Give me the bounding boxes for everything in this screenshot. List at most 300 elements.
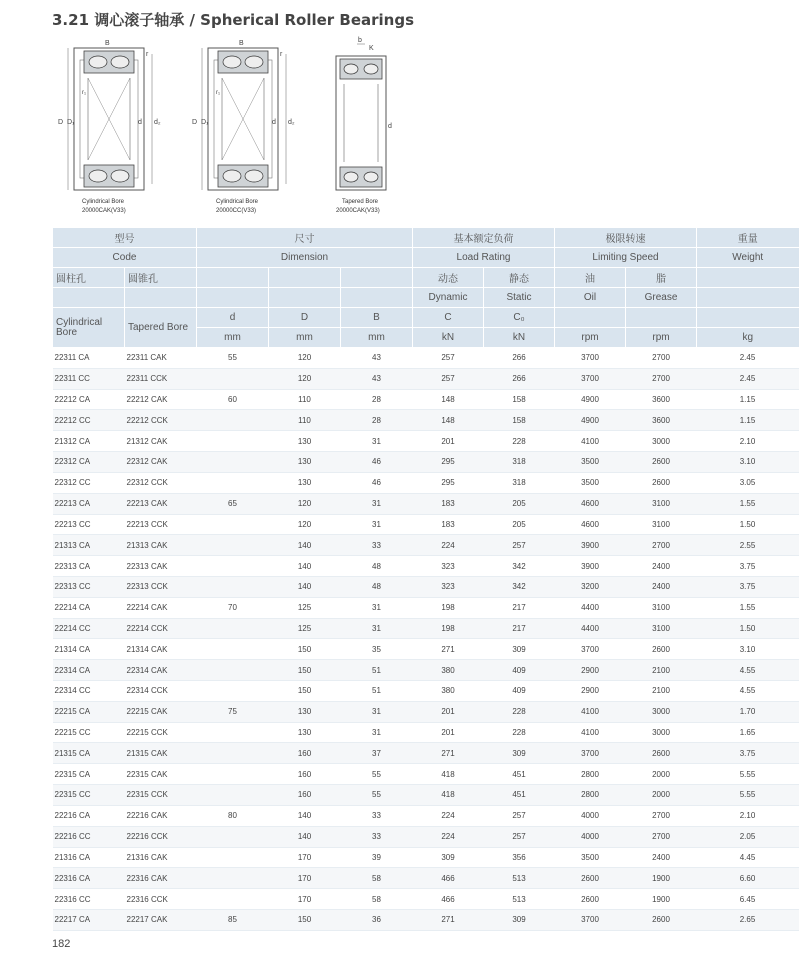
table-cell: 266 xyxy=(484,368,555,389)
table-cell: 22217 CAK xyxy=(125,909,197,930)
table-cell: 2.45 xyxy=(697,348,799,369)
table-row xyxy=(53,743,799,764)
table-cell: 1.50 xyxy=(697,618,799,639)
table-cell: 3600 xyxy=(626,410,697,431)
table-cell: 130 xyxy=(269,472,341,493)
table-cell: 4100 xyxy=(555,431,626,452)
header-dimension-en: Dimension xyxy=(197,248,413,268)
table-cell: 3700 xyxy=(555,368,626,389)
table-cell: 22313 CAK xyxy=(125,556,197,577)
table-cell: 1.15 xyxy=(697,389,799,410)
table-cell: 6.60 xyxy=(697,868,799,889)
label-d: d xyxy=(388,123,392,130)
table-cell: 55 xyxy=(197,348,269,369)
table-cell: 31 xyxy=(341,701,413,722)
table-cell xyxy=(197,452,269,473)
table-row xyxy=(53,909,799,930)
label-B: B xyxy=(105,40,110,47)
table-cell: 2700 xyxy=(626,368,697,389)
table-cell xyxy=(197,535,269,556)
table-cell: 3.10 xyxy=(697,452,799,473)
label-r: r xyxy=(146,51,149,58)
table-cell: 28 xyxy=(341,389,413,410)
table-cell xyxy=(197,639,269,660)
table-cell: 3.10 xyxy=(697,639,799,660)
header-oil-en: Oil xyxy=(555,288,626,308)
table-cell: 451 xyxy=(484,785,555,806)
table-cell: 3100 xyxy=(626,618,697,639)
table-row xyxy=(53,348,799,369)
table-cell: 513 xyxy=(484,889,555,910)
header-cylindrical-cn: 圆柱孔 xyxy=(53,268,125,288)
table-cell: 271 xyxy=(413,743,484,764)
table-cell: 228 xyxy=(484,722,555,743)
table-row xyxy=(53,868,799,889)
table-cell: 75 xyxy=(197,701,269,722)
table-cell: 3.05 xyxy=(697,472,799,493)
table-cell: 70 xyxy=(197,597,269,618)
table-cell: 1.70 xyxy=(697,701,799,722)
table-cell: 22313 CCK xyxy=(125,576,197,597)
table-cell: 31 xyxy=(341,431,413,452)
table-cell: 271 xyxy=(413,909,484,930)
table-cell: 160 xyxy=(269,785,341,806)
table-cell: 22316 CCK xyxy=(125,889,197,910)
table-cell: 22216 CA xyxy=(53,805,125,826)
table-cell: 22212 CAK xyxy=(125,389,197,410)
table-cell: 55 xyxy=(341,764,413,785)
table-row xyxy=(53,389,799,410)
header-cylindrical-en: Cylindrical Bore xyxy=(53,308,125,348)
table-cell: 205 xyxy=(484,514,555,535)
table-cell: 28 xyxy=(341,410,413,431)
table-cell: 46 xyxy=(341,472,413,493)
table-cell: 43 xyxy=(341,368,413,389)
table-cell: 22214 CA xyxy=(53,597,125,618)
table-cell: 22312 CA xyxy=(53,452,125,473)
table-cell: 140 xyxy=(269,556,341,577)
table-cell: 2600 xyxy=(555,868,626,889)
table-row xyxy=(53,764,799,785)
header-dynamic-en: Dynamic xyxy=(413,288,484,308)
header-unit-D: mm xyxy=(269,328,341,348)
header-oil-cn: 油 xyxy=(555,268,626,288)
table-cell: 55 xyxy=(341,785,413,806)
table-cell: 148 xyxy=(413,410,484,431)
table-cell: 22212 CC xyxy=(53,410,125,431)
table-cell: 22313 CA xyxy=(53,556,125,577)
table-cell: 2700 xyxy=(626,805,697,826)
table-cell: 3100 xyxy=(626,514,697,535)
table-cell: 21314 CAK xyxy=(125,639,197,660)
table-cell: 130 xyxy=(269,431,341,452)
table-cell: 2100 xyxy=(626,660,697,681)
table-cell: 323 xyxy=(413,556,484,577)
table-cell: 21313 CAK xyxy=(125,535,197,556)
table-cell: 2100 xyxy=(626,681,697,702)
table-cell: 3200 xyxy=(555,576,626,597)
table-cell: 4.55 xyxy=(697,681,799,702)
table-cell: 228 xyxy=(484,701,555,722)
table-cell: 183 xyxy=(413,514,484,535)
table-cell: 140 xyxy=(269,576,341,597)
table-cell: 150 xyxy=(269,681,341,702)
table-cell: 22314 CA xyxy=(53,660,125,681)
table-row xyxy=(53,826,799,847)
table-row xyxy=(53,701,799,722)
table-cell: 295 xyxy=(413,452,484,473)
table-cell: 170 xyxy=(269,889,341,910)
table-cell: 4.55 xyxy=(697,660,799,681)
table-cell: 150 xyxy=(269,639,341,660)
table-cell: 60 xyxy=(197,389,269,410)
header-weight-cn: 重量 xyxy=(697,228,799,248)
table-cell: 2.10 xyxy=(697,805,799,826)
table-cell: 21312 CA xyxy=(53,431,125,452)
header-blank-grease3 xyxy=(626,308,697,328)
table-cell: 451 xyxy=(484,764,555,785)
header-grease-en: Grease xyxy=(626,288,697,308)
table-cell: 85 xyxy=(197,909,269,930)
table-cell: 22215 CCK xyxy=(125,722,197,743)
table-cell: 22216 CAK xyxy=(125,805,197,826)
table-cell: 22213 CAK xyxy=(125,493,197,514)
table-cell: 21314 CA xyxy=(53,639,125,660)
table-cell xyxy=(197,368,269,389)
label-r1: r₁ xyxy=(216,90,221,96)
table-cell: 466 xyxy=(413,889,484,910)
table-cell: 342 xyxy=(484,576,555,597)
table-cell: 48 xyxy=(341,556,413,577)
caption-1-line2: 20000CAK(V33) xyxy=(82,208,126,214)
table-row xyxy=(53,576,799,597)
table-cell: 51 xyxy=(341,681,413,702)
table-cell xyxy=(197,618,269,639)
label-r1: r₁ xyxy=(82,90,87,96)
caption-2-line1: Cylindrical Bore xyxy=(216,199,259,205)
table-cell: 22311 CA xyxy=(53,348,125,369)
table-cell: 120 xyxy=(269,514,341,535)
table-cell: 3600 xyxy=(626,389,697,410)
table-cell: 4900 xyxy=(555,389,626,410)
label-D: D xyxy=(58,119,64,126)
table-cell: 257 xyxy=(413,368,484,389)
table-cell: 80 xyxy=(197,805,269,826)
table-cell: 3500 xyxy=(555,472,626,493)
table-cell: 513 xyxy=(484,868,555,889)
table-cell: 6.45 xyxy=(697,889,799,910)
table-cell: 22212 CA xyxy=(53,389,125,410)
table-cell: 2700 xyxy=(626,348,697,369)
table-cell: 1.65 xyxy=(697,722,799,743)
table-cell: 2400 xyxy=(626,556,697,577)
table-cell: 2.05 xyxy=(697,826,799,847)
table-row xyxy=(53,660,799,681)
table-cell: 58 xyxy=(341,889,413,910)
table-row xyxy=(53,681,799,702)
table-cell: 2800 xyxy=(555,764,626,785)
table-cell: 110 xyxy=(269,389,341,410)
table-row xyxy=(53,472,799,493)
table-cell: 217 xyxy=(484,597,555,618)
table-cell xyxy=(197,472,269,493)
table-cell: 31 xyxy=(341,618,413,639)
table-row xyxy=(53,722,799,743)
table-cell: 224 xyxy=(413,535,484,556)
header-blank-B xyxy=(341,268,413,288)
table-cell: 3100 xyxy=(626,493,697,514)
table-cell: 2.45 xyxy=(697,368,799,389)
table-cell: 4.45 xyxy=(697,847,799,868)
table-cell: 3700 xyxy=(555,909,626,930)
table-cell xyxy=(197,785,269,806)
table-cell: 130 xyxy=(269,701,341,722)
table-cell: 4400 xyxy=(555,618,626,639)
table-cell: 110 xyxy=(269,410,341,431)
table-cell: 22315 CA xyxy=(53,764,125,785)
label-d: d xyxy=(272,119,276,126)
table-cell: 31 xyxy=(341,722,413,743)
table-cell: 1.50 xyxy=(697,514,799,535)
table-cell: 37 xyxy=(341,743,413,764)
table-cell xyxy=(197,826,269,847)
table-cell: 2900 xyxy=(555,660,626,681)
table-cell xyxy=(197,722,269,743)
table-cell: 3900 xyxy=(555,535,626,556)
table-cell: 3700 xyxy=(555,348,626,369)
table-row xyxy=(53,431,799,452)
label-d2: d₂ xyxy=(288,119,295,126)
table-cell: 22213 CA xyxy=(53,493,125,514)
header-symbol-C: C xyxy=(413,308,484,328)
table-cell: 5.55 xyxy=(697,785,799,806)
table-cell: 4600 xyxy=(555,493,626,514)
table-cell: 323 xyxy=(413,576,484,597)
table-row xyxy=(53,556,799,577)
label-d2: d₂ xyxy=(154,119,161,126)
header-unit-C: kN xyxy=(413,328,484,348)
header-unit-C0: kN xyxy=(484,328,555,348)
table-cell: 224 xyxy=(413,805,484,826)
table-cell: 3100 xyxy=(626,597,697,618)
table-cell: 257 xyxy=(484,805,555,826)
header-tapered-cn: 圆锥孔 xyxy=(125,268,197,288)
page-title: 3.21 调心滚子轴承 / Spherical Roller Bearings xyxy=(52,11,415,29)
header-blank-D xyxy=(269,268,341,288)
table-cell: 2.10 xyxy=(697,431,799,452)
table-cell: 21312 CAK xyxy=(125,431,197,452)
table-cell: 22214 CCK xyxy=(125,618,197,639)
table-cell: 4000 xyxy=(555,826,626,847)
table-cell: 170 xyxy=(269,847,341,868)
table-cell: 120 xyxy=(269,368,341,389)
table-cell: 2.55 xyxy=(697,535,799,556)
header-load-en: Load Rating xyxy=(413,248,555,268)
table-cell xyxy=(197,764,269,785)
caption-3-line2: 20000CAK(V33) xyxy=(336,208,380,214)
table-cell: 309 xyxy=(413,847,484,868)
table-cell: 4400 xyxy=(555,597,626,618)
table-cell: 2000 xyxy=(626,785,697,806)
header-blank-d xyxy=(197,268,269,288)
table-cell: 409 xyxy=(484,660,555,681)
header-dimension-cn: 尺寸 xyxy=(197,228,413,248)
table-cell: 2700 xyxy=(626,535,697,556)
caption-2-line2: 20000CC(V33) xyxy=(216,208,257,214)
header-grease-cn: 脂 xyxy=(626,268,697,288)
diagram-cylindrical-ca xyxy=(58,40,161,190)
table-cell xyxy=(197,681,269,702)
header-unit-grease: rpm xyxy=(626,328,697,348)
header-blank-oil3 xyxy=(555,308,626,328)
table-cell: 140 xyxy=(269,805,341,826)
header-symbol-C0: C₀ xyxy=(484,308,555,328)
table-cell xyxy=(197,514,269,535)
table-cell: 120 xyxy=(269,348,341,369)
table-cell: 2800 xyxy=(555,785,626,806)
table-cell: 31 xyxy=(341,514,413,535)
table-cell: 4100 xyxy=(555,722,626,743)
label-D1: D₁ xyxy=(67,119,75,126)
table-cell: 22214 CC xyxy=(53,618,125,639)
table-cell xyxy=(197,431,269,452)
table-cell: 257 xyxy=(484,826,555,847)
header-blank-B2 xyxy=(341,288,413,308)
table-cell: 356 xyxy=(484,847,555,868)
table-cell: 409 xyxy=(484,681,555,702)
table-cell: 43 xyxy=(341,348,413,369)
table-cell: 1.15 xyxy=(697,410,799,431)
table-cell: 257 xyxy=(413,348,484,369)
table-row xyxy=(53,618,799,639)
table-cell: 4600 xyxy=(555,514,626,535)
table-cell: 22316 CAK xyxy=(125,868,197,889)
table-cell: 21316 CAK xyxy=(125,847,197,868)
table-cell: 5.55 xyxy=(697,764,799,785)
table-cell: 21315 CA xyxy=(53,743,125,764)
table-cell: 150 xyxy=(269,909,341,930)
table-cell: 21315 CAK xyxy=(125,743,197,764)
table-cell: 22312 CAK xyxy=(125,452,197,473)
table-cell: 160 xyxy=(269,764,341,785)
label-K: K xyxy=(369,45,374,52)
header-load-cn: 基本额定负荷 xyxy=(413,228,555,248)
table-row xyxy=(53,368,799,389)
table-cell: 2000 xyxy=(626,764,697,785)
table-cell: 198 xyxy=(413,618,484,639)
header-weight-en: Weight xyxy=(697,248,799,268)
table-cell: 2400 xyxy=(626,847,697,868)
table-cell: 2600 xyxy=(626,472,697,493)
table-cell: 21316 CA xyxy=(53,847,125,868)
page-number: 182 xyxy=(52,938,71,950)
table-cell: 22213 CCK xyxy=(125,514,197,535)
header-dynamic-cn: 动态 xyxy=(413,268,484,288)
label-D1: D₁ xyxy=(201,119,209,126)
table-cell: 51 xyxy=(341,660,413,681)
table-cell: 22314 CC xyxy=(53,681,125,702)
table-cell: 2900 xyxy=(555,681,626,702)
table-cell xyxy=(197,660,269,681)
table-cell: 65 xyxy=(197,493,269,514)
table-cell: 3700 xyxy=(555,639,626,660)
table-cell: 22214 CAK xyxy=(125,597,197,618)
table-cell: 418 xyxy=(413,785,484,806)
label-D: D xyxy=(192,119,198,126)
header-speed-en: Limiting Speed xyxy=(555,248,697,268)
table-cell: 3.75 xyxy=(697,556,799,577)
label-B: B xyxy=(239,40,244,47)
table-cell: 160 xyxy=(269,743,341,764)
table-cell: 22311 CC xyxy=(53,368,125,389)
header-blank-d2 xyxy=(197,288,269,308)
diagram-cylindrical-cc xyxy=(192,40,295,190)
header-unit-d: mm xyxy=(197,328,269,348)
table-cell: 198 xyxy=(413,597,484,618)
header-unit-B: mm xyxy=(341,328,413,348)
table-cell: 309 xyxy=(484,639,555,660)
table-cell: 4100 xyxy=(555,701,626,722)
table-cell: 31 xyxy=(341,597,413,618)
label-d: d xyxy=(138,119,142,126)
header-blank-weight3 xyxy=(697,308,799,328)
caption-1-line1: Cylindrical Bore xyxy=(82,199,125,205)
table-cell xyxy=(197,743,269,764)
header-unit-oil: rpm xyxy=(555,328,626,348)
table-cell: 2600 xyxy=(626,639,697,660)
table-cell: 2600 xyxy=(555,889,626,910)
table-cell: 120 xyxy=(269,493,341,514)
table-cell: 22314 CCK xyxy=(125,681,197,702)
table-cell: 22215 CA xyxy=(53,701,125,722)
table-cell: 46 xyxy=(341,452,413,473)
label-b: b xyxy=(358,37,362,44)
header-unit-weight: kg xyxy=(697,328,799,348)
table-cell: 130 xyxy=(269,722,341,743)
table-cell: 125 xyxy=(269,618,341,639)
table-cell: 21313 CA xyxy=(53,535,125,556)
header-model-cn: 型号 xyxy=(53,228,197,248)
table-cell: 158 xyxy=(484,389,555,410)
table-cell xyxy=(197,556,269,577)
table-cell xyxy=(197,410,269,431)
table-row xyxy=(53,805,799,826)
table-cell: 309 xyxy=(484,743,555,764)
table-cell: 2600 xyxy=(626,909,697,930)
table-cell: 31 xyxy=(341,493,413,514)
table-cell: 22316 CA xyxy=(53,868,125,889)
table-cell: 1900 xyxy=(626,889,697,910)
table-cell: 22315 CC xyxy=(53,785,125,806)
table-cell: 1900 xyxy=(626,868,697,889)
table-row xyxy=(53,785,799,806)
table-cell: 201 xyxy=(413,722,484,743)
table-cell: 22312 CC xyxy=(53,472,125,493)
table-cell: 48 xyxy=(341,576,413,597)
table-cell: 35 xyxy=(341,639,413,660)
header-tapered-en: Tapered Bore xyxy=(125,308,197,348)
table-cell: 22311 CAK xyxy=(125,348,197,369)
table-cell xyxy=(197,576,269,597)
table-cell: 318 xyxy=(484,452,555,473)
label-r: r xyxy=(280,51,283,58)
header-speed-cn: 极限转速 xyxy=(555,228,697,248)
table-cell: 158 xyxy=(484,410,555,431)
table-cell: 22314 CAK xyxy=(125,660,197,681)
header-blank-weight2 xyxy=(697,288,799,308)
table-cell: 22212 CCK xyxy=(125,410,197,431)
table-cell: 125 xyxy=(269,597,341,618)
